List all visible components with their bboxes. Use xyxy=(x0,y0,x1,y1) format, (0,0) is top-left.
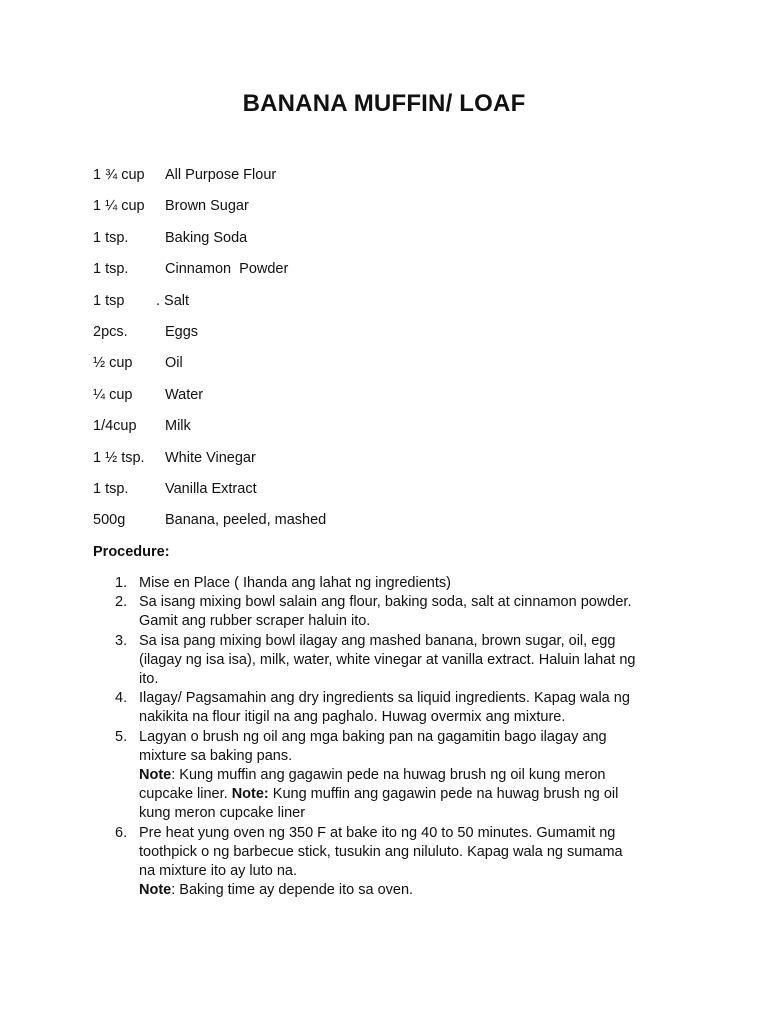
ingredient-name: Milk xyxy=(165,418,191,435)
ingredient-quantity: 1 ¾ cup xyxy=(93,167,145,183)
step-number: 1. xyxy=(115,575,128,591)
note-label: Note xyxy=(139,767,172,784)
step-note-line xyxy=(139,766,683,785)
note-text: Kung muffin ang gagawin pede na huwag brush ng oil xyxy=(268,786,619,803)
step-number: 4. xyxy=(115,690,128,707)
ingredient-quantity: 1 tsp xyxy=(93,292,125,309)
procedure-step xyxy=(93,632,683,690)
ingredient-quantity: 1 ¼ cup xyxy=(93,198,145,215)
procedure-step xyxy=(93,824,683,901)
step-line: Gamit ang rubber scraper haluin ito. xyxy=(139,613,371,630)
step-note-line xyxy=(139,881,683,900)
step-line: mixture sa baking pans. xyxy=(139,747,293,764)
note-label: Note: xyxy=(231,786,269,803)
step-line: Sa isa pang mixing bowl ilagay ang mashed banana, brown sugar, oil, egg xyxy=(139,632,616,649)
ingredient-row xyxy=(93,260,289,291)
ingredient-name: Brown Sugar xyxy=(165,198,249,215)
step-number: 6. xyxy=(115,824,128,841)
ingredient-name: Vanilla Extract xyxy=(165,480,257,497)
note-text: : Kung muffin ang gagawin pede na huwag brush ng oil kung meron xyxy=(171,767,606,784)
ingredient-row xyxy=(93,480,257,511)
procedure-step xyxy=(93,689,683,727)
ingredient-quantity: 1 tsp. xyxy=(93,229,129,246)
procedure-step xyxy=(93,574,683,593)
ingredient-quantity: 1 ½ tsp. xyxy=(93,449,145,466)
ingredient-row xyxy=(93,166,277,197)
step-note-line xyxy=(139,785,683,804)
ingredient-row xyxy=(93,449,256,480)
ingredient-quantity: ½ cup xyxy=(93,355,133,372)
ingredient-name: Water xyxy=(165,386,204,403)
ingredient-quantity: 1/4cup xyxy=(93,418,137,435)
step-line: na mixture ito ay luto na. xyxy=(139,863,297,880)
ingredient-name: All Purpose Flour xyxy=(165,167,277,183)
procedure-step xyxy=(93,593,683,631)
ingredient-row xyxy=(93,292,190,323)
ingredient-quantity: 500g xyxy=(93,512,126,529)
ingredient-row xyxy=(93,417,191,448)
note-text: cupcake liner. xyxy=(139,786,232,803)
ingredient-row xyxy=(93,197,249,228)
ingredient-name: Cinnamon Powder xyxy=(165,261,289,278)
step-line: nakikita na flour itigil na ang paghalo. Huwag overmix ang mixture. xyxy=(139,709,566,726)
ingredient-name: Baking Soda xyxy=(165,229,248,246)
step-note-line: kung meron cupcake liner xyxy=(139,805,306,822)
ingredient-row xyxy=(93,323,199,354)
ingredient-row xyxy=(93,511,327,542)
note-label: Note xyxy=(139,882,172,899)
step-line: toothpick o ng barbecue stick, tusukin ang niluluto. Kapag wala ng sumama xyxy=(139,843,623,860)
ingredient-name: Oil xyxy=(165,355,183,372)
step-line: Mise en Place ( Ihanda ang lahat ng ingredients) xyxy=(139,575,451,591)
ingredient-list xyxy=(93,166,327,543)
step-line: (ilagay ng isa isa), milk, water, white vinegar at vanilla extract. Haluin lahat ng xyxy=(139,651,636,668)
ingredient-row xyxy=(93,354,183,385)
ingredient-name: Banana, peeled, mashed xyxy=(165,512,327,529)
ingredient-row xyxy=(93,386,204,417)
procedure-heading: Procedure: xyxy=(93,544,170,560)
procedure-step xyxy=(93,728,683,824)
ingredient-quantity: 2pcs. xyxy=(93,323,128,340)
procedure-steps xyxy=(93,574,683,900)
ingredient-name: Eggs xyxy=(165,323,199,340)
ingredient-row xyxy=(93,229,248,260)
ingredient-name: . Salt xyxy=(156,292,190,309)
step-number: 3. xyxy=(115,632,128,649)
step-number: 5. xyxy=(115,728,128,745)
page-title: BANANA MUFFIN/ LOAF xyxy=(242,90,526,117)
note-text: : Baking time ay depende ito sa oven. xyxy=(171,882,414,899)
step-line: Sa isang mixing bowl salain ang flour, baking soda, salt at cinnamon powder. xyxy=(139,594,632,611)
step-line: Ilagay/ Pagsamahin ang dry ingredients sa liquid ingredients. Kapag wala ng xyxy=(139,690,630,707)
step-number: 2. xyxy=(115,594,128,611)
ingredient-quantity: ¼ cup xyxy=(93,386,133,403)
ingredient-quantity: 1 tsp. xyxy=(93,480,129,497)
ingredient-quantity: 1 tsp. xyxy=(93,261,129,278)
step-line: Pre heat yung oven ng 350 F at bake ito ng 40 to 50 minutes. Gumamit ng xyxy=(139,824,616,841)
step-line: ito. xyxy=(139,671,159,688)
ingredient-name: White Vinegar xyxy=(165,449,256,466)
step-line: Lagyan o brush ng oil ang mga baking pan na gagamitin bago ilagay ang xyxy=(139,728,607,745)
